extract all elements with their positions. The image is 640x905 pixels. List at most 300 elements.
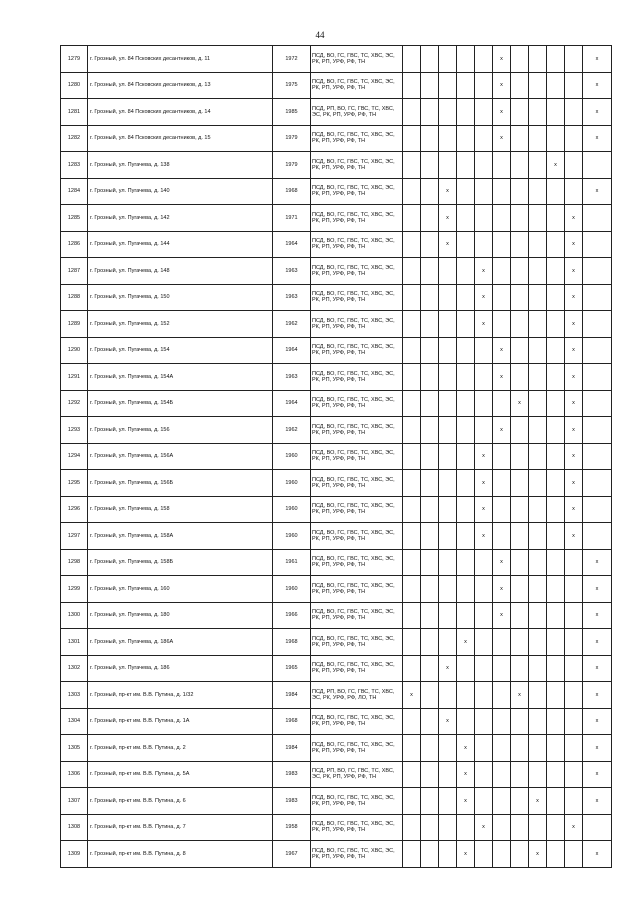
table-row <box>61 205 612 232</box>
work-mark-cell: x <box>583 549 612 576</box>
work-mark-cell: x <box>583 178 612 205</box>
work-mark-cell <box>511 655 529 682</box>
work-mark-cell <box>547 284 565 311</box>
address-cell: г. Грозный, ул. Пугачева, д. 180 <box>88 602 273 629</box>
work-mark-cell <box>439 72 457 99</box>
address-cell: г. Грозный, ул. Пугачева, д. 158 <box>88 496 273 523</box>
work-mark-cell: x <box>511 390 529 417</box>
table-body <box>61 46 612 868</box>
work-mark-cell <box>457 72 475 99</box>
work-mark-cell <box>583 470 612 497</box>
work-mark-cell: x <box>583 629 612 656</box>
work-mark-cell <box>439 99 457 126</box>
work-mark-cell <box>421 284 439 311</box>
work-mark-cell: x <box>493 125 511 152</box>
work-mark-cell <box>547 470 565 497</box>
services-cell: ПСД, ВО, ГС, ГВС, ТС, ХВС, ЭС, РК, РП, УРФ, РФ, ТН <box>311 841 403 868</box>
work-mark-cell <box>493 443 511 470</box>
work-mark-cell <box>475 708 493 735</box>
work-mark-cell <box>529 284 547 311</box>
work-mark-cell <box>493 390 511 417</box>
work-mark-cell <box>439 311 457 338</box>
year-built-cell: 1960 <box>273 470 311 497</box>
work-mark-cell <box>421 125 439 152</box>
work-mark-cell <box>511 496 529 523</box>
services-cell: ПСД, ВО, ГС, ГВС, ТС, ХВС, ЭС, РК, РП, УРФ, РФ, ТН <box>311 311 403 338</box>
row-number-cell: 1296 <box>61 496 88 523</box>
work-mark-cell <box>457 125 475 152</box>
table-row <box>61 629 612 656</box>
services-cell: ПСД, РП, ВО, ГС, ГВС, ТС, ХВС, ЭС, РК, РП, УРФ, РФ, ТН <box>311 99 403 126</box>
work-mark-cell <box>547 364 565 391</box>
work-mark-cell <box>529 682 547 709</box>
services-cell: ПСД, ВО, ГС, ГВС, ТС, ХВС, ЭС, РК, РП, УРФ, РФ, ТН <box>311 602 403 629</box>
work-mark-cell <box>547 735 565 762</box>
work-mark-cell <box>475 364 493 391</box>
services-cell: ПСД, ВО, ГС, ГВС, ТС, ХВС, ЭС, РК, РП, УРФ, РФ, ТН <box>311 364 403 391</box>
work-mark-cell <box>529 205 547 232</box>
work-mark-cell <box>547 682 565 709</box>
table-row <box>61 841 612 868</box>
address-cell: г. Грозный, ул. Пугачева, д. 148 <box>88 258 273 285</box>
work-mark-cell <box>583 814 612 841</box>
work-mark-cell: x <box>583 72 612 99</box>
year-built-cell: 1964 <box>273 337 311 364</box>
work-mark-cell <box>493 788 511 815</box>
work-mark-cell <box>403 231 421 258</box>
work-mark-cell <box>403 788 421 815</box>
work-mark-cell <box>529 523 547 550</box>
work-mark-cell <box>457 390 475 417</box>
address-cell: г. Грозный, пр-кт им. В.В. Путина, д. 5А <box>88 761 273 788</box>
work-mark-cell <box>511 337 529 364</box>
work-mark-cell <box>439 496 457 523</box>
year-built-cell: 1972 <box>273 46 311 73</box>
work-mark-cell <box>403 814 421 841</box>
work-mark-cell: x <box>565 284 583 311</box>
work-mark-cell <box>475 602 493 629</box>
table-row <box>61 523 612 550</box>
work-mark-cell <box>457 99 475 126</box>
year-built-cell: 1963 <box>273 284 311 311</box>
work-mark-cell <box>529 152 547 179</box>
work-mark-cell <box>403 152 421 179</box>
work-mark-cell <box>493 205 511 232</box>
row-number-cell: 1295 <box>61 470 88 497</box>
work-mark-cell <box>457 576 475 603</box>
work-mark-cell <box>421 576 439 603</box>
work-mark-cell <box>547 125 565 152</box>
row-number-cell: 1292 <box>61 390 88 417</box>
year-built-cell: 1960 <box>273 523 311 550</box>
work-mark-cell <box>475 682 493 709</box>
services-cell: ПСД, ВО, ГС, ГВС, ТС, ХВС, ЭС, РК, РП, УРФ, РФ, ТН <box>311 72 403 99</box>
year-built-cell: 1985 <box>273 99 311 126</box>
row-number-cell: 1301 <box>61 629 88 656</box>
work-mark-cell <box>421 549 439 576</box>
work-mark-cell <box>565 655 583 682</box>
work-mark-cell <box>421 523 439 550</box>
services-cell: ПСД, РП, ВО, ГС, ГВС, ТС, ХВС, ЭС, РК, УРФ, РФ, ЛО, ТН <box>311 682 403 709</box>
work-mark-cell <box>457 46 475 73</box>
work-mark-cell <box>439 549 457 576</box>
work-mark-cell <box>529 46 547 73</box>
row-number-cell: 1289 <box>61 311 88 338</box>
work-mark-cell <box>547 258 565 285</box>
row-number-cell: 1308 <box>61 814 88 841</box>
work-mark-cell <box>583 523 612 550</box>
work-mark-cell <box>547 708 565 735</box>
work-mark-cell <box>547 629 565 656</box>
year-built-cell: 1964 <box>273 390 311 417</box>
work-mark-cell <box>421 814 439 841</box>
work-mark-cell <box>457 231 475 258</box>
work-mark-cell: x <box>529 788 547 815</box>
work-mark-cell <box>493 735 511 762</box>
work-mark-cell <box>547 231 565 258</box>
address-cell: г. Грозный, ул. Пугачева, д. 186А <box>88 629 273 656</box>
work-mark-cell <box>475 841 493 868</box>
services-cell: ПСД, ВО, ГС, ГВС, ТС, ХВС, ЭС, РК, РП, УРФ, РФ, ТН <box>311 178 403 205</box>
work-mark-cell <box>547 496 565 523</box>
work-mark-cell <box>547 337 565 364</box>
work-mark-cell <box>439 337 457 364</box>
work-mark-cell <box>583 152 612 179</box>
work-mark-cell <box>565 602 583 629</box>
row-number-cell: 1290 <box>61 337 88 364</box>
work-mark-cell: x <box>403 682 421 709</box>
work-mark-cell <box>421 178 439 205</box>
address-cell: г. Грозный, ул. Пугачева, д. 160 <box>88 576 273 603</box>
work-mark-cell: x <box>439 655 457 682</box>
work-mark-cell <box>439 470 457 497</box>
work-mark-cell: x <box>583 576 612 603</box>
row-number-cell: 1285 <box>61 205 88 232</box>
work-mark-cell <box>421 682 439 709</box>
row-number-cell: 1287 <box>61 258 88 285</box>
work-mark-cell <box>547 788 565 815</box>
address-cell: г. Грозный, ул. Пугачева, д. 156Б <box>88 470 273 497</box>
services-cell: ПСД, ВО, ГС, ГВС, ТС, ХВС, ЭС, РК, РП, УРФ, РФ, ТН <box>311 629 403 656</box>
services-cell: ПСД, ВО, ГС, ГВС, ТС, ХВС, ЭС, РК, РП, УРФ, РФ, ТН <box>311 523 403 550</box>
work-mark-cell <box>439 788 457 815</box>
work-mark-cell <box>403 390 421 417</box>
work-mark-cell <box>529 337 547 364</box>
services-cell: ПСД, ВО, ГС, ГВС, ТС, ХВС, ЭС, РК, РП, УРФ, РФ, ТН <box>311 284 403 311</box>
work-mark-cell <box>403 761 421 788</box>
work-mark-cell: x <box>439 178 457 205</box>
row-number-cell: 1291 <box>61 364 88 391</box>
year-built-cell: 1958 <box>273 814 311 841</box>
row-number-cell: 1309 <box>61 841 88 868</box>
work-mark-cell <box>493 284 511 311</box>
work-mark-cell <box>403 602 421 629</box>
year-built-cell: 1968 <box>273 708 311 735</box>
work-mark-cell <box>583 311 612 338</box>
work-mark-cell <box>457 496 475 523</box>
services-cell: ПСД, РП, ВО, ГС, ГВС, ТС, ХВС, ЭС, РК, РП, УРФ, РФ, ТН <box>311 761 403 788</box>
year-built-cell: 1979 <box>273 125 311 152</box>
work-mark-cell <box>457 284 475 311</box>
work-mark-cell <box>475 549 493 576</box>
table-row <box>61 258 612 285</box>
table-row <box>61 390 612 417</box>
work-mark-cell <box>439 443 457 470</box>
work-mark-cell: x <box>475 311 493 338</box>
work-mark-cell: x <box>565 523 583 550</box>
work-mark-cell <box>403 523 421 550</box>
work-mark-cell <box>511 443 529 470</box>
work-mark-cell: x <box>511 682 529 709</box>
work-mark-cell <box>403 708 421 735</box>
work-mark-cell <box>457 337 475 364</box>
work-mark-cell: x <box>493 576 511 603</box>
work-mark-cell <box>529 496 547 523</box>
work-mark-cell <box>421 258 439 285</box>
work-mark-cell <box>529 178 547 205</box>
work-mark-cell <box>565 72 583 99</box>
work-mark-cell <box>403 72 421 99</box>
year-built-cell: 1968 <box>273 178 311 205</box>
work-mark-cell <box>421 152 439 179</box>
work-mark-cell <box>547 443 565 470</box>
work-mark-cell <box>421 311 439 338</box>
work-mark-cell: x <box>565 470 583 497</box>
work-mark-cell <box>403 655 421 682</box>
work-mark-cell: x <box>565 814 583 841</box>
table-row <box>61 72 612 99</box>
services-cell: ПСД, ВО, ГС, ГВС, ТС, ХВС, ЭС, РК, РП, УРФ, РФ, ТН <box>311 125 403 152</box>
table-row <box>61 761 612 788</box>
table-row <box>61 311 612 338</box>
work-mark-cell <box>511 470 529 497</box>
work-mark-cell <box>439 258 457 285</box>
work-mark-cell <box>403 46 421 73</box>
work-mark-cell <box>457 470 475 497</box>
work-mark-cell <box>457 364 475 391</box>
work-mark-cell <box>403 205 421 232</box>
work-mark-cell: x <box>457 841 475 868</box>
work-mark-cell <box>583 390 612 417</box>
work-mark-cell <box>439 417 457 444</box>
row-number-cell: 1283 <box>61 152 88 179</box>
services-cell: ПСД, ВО, ГС, ГВС, ТС, ХВС, ЭС, РК, РП, УРФ, РФ, ТН <box>311 788 403 815</box>
work-mark-cell <box>439 364 457 391</box>
work-mark-cell <box>475 417 493 444</box>
work-mark-cell <box>403 629 421 656</box>
work-mark-cell <box>583 258 612 285</box>
work-mark-cell <box>511 602 529 629</box>
work-mark-cell <box>565 735 583 762</box>
work-mark-cell <box>583 231 612 258</box>
work-mark-cell <box>529 99 547 126</box>
work-mark-cell <box>529 443 547 470</box>
work-mark-cell <box>421 99 439 126</box>
work-mark-cell <box>475 205 493 232</box>
work-mark-cell <box>457 602 475 629</box>
work-mark-cell <box>547 576 565 603</box>
work-mark-cell: x <box>457 788 475 815</box>
work-mark-cell <box>565 682 583 709</box>
work-mark-cell <box>511 152 529 179</box>
address-cell: г. Грозный, ул. Пугачева, д. 154А <box>88 364 273 391</box>
row-number-cell: 1279 <box>61 46 88 73</box>
table-row <box>61 125 612 152</box>
table-row <box>61 814 612 841</box>
work-mark-cell <box>511 841 529 868</box>
work-mark-cell <box>565 152 583 179</box>
row-number-cell: 1302 <box>61 655 88 682</box>
work-mark-cell: x <box>439 708 457 735</box>
address-cell: г. Грозный, пр-кт им. В.В. Путина, д. 8 <box>88 841 273 868</box>
work-mark-cell <box>421 629 439 656</box>
work-mark-cell: x <box>565 390 583 417</box>
work-mark-cell <box>457 443 475 470</box>
work-mark-cell <box>583 284 612 311</box>
year-built-cell: 1963 <box>273 258 311 285</box>
work-mark-cell: x <box>493 72 511 99</box>
work-mark-cell <box>403 337 421 364</box>
work-mark-cell <box>529 417 547 444</box>
row-number-cell: 1305 <box>61 735 88 762</box>
work-mark-cell <box>511 72 529 99</box>
work-mark-cell <box>511 46 529 73</box>
address-cell: г. Грозный, ул. Пугачева, д. 154 <box>88 337 273 364</box>
work-mark-cell <box>565 788 583 815</box>
work-mark-cell <box>583 496 612 523</box>
work-mark-cell <box>421 735 439 762</box>
work-mark-cell <box>457 682 475 709</box>
row-number-cell: 1280 <box>61 72 88 99</box>
work-mark-cell <box>439 761 457 788</box>
services-cell: ПСД, ВО, ГС, ГВС, ТС, ХВС, ЭС, РК, РП, УРФ, РФ, ТН <box>311 258 403 285</box>
work-mark-cell <box>421 602 439 629</box>
work-mark-cell <box>511 629 529 656</box>
work-mark-cell: x <box>583 602 612 629</box>
work-mark-cell <box>439 523 457 550</box>
work-mark-cell: x <box>565 231 583 258</box>
work-mark-cell <box>529 576 547 603</box>
page-number: 44 <box>315 30 325 40</box>
row-number-cell: 1281 <box>61 99 88 126</box>
year-built-cell: 1984 <box>273 682 311 709</box>
work-mark-cell <box>457 814 475 841</box>
work-mark-cell: x <box>475 814 493 841</box>
work-mark-cell <box>475 125 493 152</box>
year-built-cell: 1964 <box>273 231 311 258</box>
work-mark-cell <box>475 231 493 258</box>
work-mark-cell: x <box>583 655 612 682</box>
year-built-cell: 1979 <box>273 152 311 179</box>
work-mark-cell <box>547 523 565 550</box>
work-mark-cell <box>403 258 421 285</box>
work-mark-cell <box>529 390 547 417</box>
work-mark-cell <box>565 99 583 126</box>
work-mark-cell: x <box>493 417 511 444</box>
work-mark-cell: x <box>439 205 457 232</box>
services-cell: ПСД, ВО, ГС, ГВС, ТС, ХВС, ЭС, РК, РП, УРФ, РФ, ТН <box>311 576 403 603</box>
work-mark-cell <box>439 629 457 656</box>
work-mark-cell <box>529 629 547 656</box>
work-mark-cell <box>565 629 583 656</box>
work-mark-cell: x <box>565 258 583 285</box>
work-mark-cell <box>439 576 457 603</box>
work-mark-cell <box>511 311 529 338</box>
row-number-cell: 1293 <box>61 417 88 444</box>
work-mark-cell <box>547 602 565 629</box>
work-mark-cell <box>439 682 457 709</box>
row-number-cell: 1300 <box>61 602 88 629</box>
work-mark-cell <box>493 231 511 258</box>
work-mark-cell <box>403 470 421 497</box>
address-cell: г. Грозный, ул. Пугачева, д. 150 <box>88 284 273 311</box>
services-cell: ПСД, ВО, ГС, ГВС, ТС, ХВС, ЭС, РК, РП, УРФ, РФ, ТН <box>311 337 403 364</box>
work-mark-cell <box>439 814 457 841</box>
work-mark-cell: x <box>493 364 511 391</box>
work-mark-cell <box>565 178 583 205</box>
work-mark-cell: x <box>493 337 511 364</box>
year-built-cell: 1984 <box>273 735 311 762</box>
work-mark-cell <box>493 496 511 523</box>
address-cell: г. Грозный, ул. 84 Псковских десантников, д. 11 <box>88 46 273 73</box>
work-mark-cell <box>439 152 457 179</box>
work-mark-cell <box>547 99 565 126</box>
address-cell: г. Грозный, ул. Пугачева, д. 156А <box>88 443 273 470</box>
work-mark-cell: x <box>547 152 565 179</box>
row-number-cell: 1288 <box>61 284 88 311</box>
work-mark-cell: x <box>457 735 475 762</box>
work-mark-cell: x <box>583 708 612 735</box>
work-mark-cell <box>529 602 547 629</box>
work-mark-cell: x <box>583 841 612 868</box>
address-cell: г. Грозный, ул. Пугачева, д. 140 <box>88 178 273 205</box>
work-mark-cell <box>511 549 529 576</box>
work-mark-cell <box>457 178 475 205</box>
work-mark-cell: x <box>565 337 583 364</box>
work-mark-cell <box>493 523 511 550</box>
year-built-cell: 1968 <box>273 629 311 656</box>
work-mark-cell <box>475 72 493 99</box>
services-cell: ПСД, ВО, ГС, ГВС, ТС, ХВС, ЭС, РК, РП, УРФ, РФ, ТН <box>311 655 403 682</box>
work-mark-cell <box>421 337 439 364</box>
row-number-cell: 1299 <box>61 576 88 603</box>
work-mark-cell <box>457 708 475 735</box>
work-mark-cell <box>403 443 421 470</box>
work-mark-cell <box>583 417 612 444</box>
year-built-cell: 1966 <box>273 602 311 629</box>
work-mark-cell <box>565 841 583 868</box>
work-mark-cell <box>403 125 421 152</box>
work-mark-cell <box>439 735 457 762</box>
work-mark-cell <box>511 761 529 788</box>
work-mark-cell: x <box>493 602 511 629</box>
work-mark-cell <box>421 655 439 682</box>
work-mark-cell <box>511 576 529 603</box>
table-row <box>61 152 612 179</box>
work-mark-cell <box>421 496 439 523</box>
work-mark-cell <box>511 125 529 152</box>
work-mark-cell <box>403 496 421 523</box>
table-row <box>61 576 612 603</box>
address-cell: г. Грозный, пр-кт им. В.В. Путина, д. 7 <box>88 814 273 841</box>
work-mark-cell <box>511 814 529 841</box>
address-cell: г. Грозный, ул. Пугачева, д. 154Б <box>88 390 273 417</box>
work-mark-cell: x <box>565 443 583 470</box>
work-mark-cell <box>547 205 565 232</box>
work-mark-cell <box>403 178 421 205</box>
address-cell: г. Грозный, ул. 84 Псковских десантников, д. 14 <box>88 99 273 126</box>
work-mark-cell: x <box>457 761 475 788</box>
